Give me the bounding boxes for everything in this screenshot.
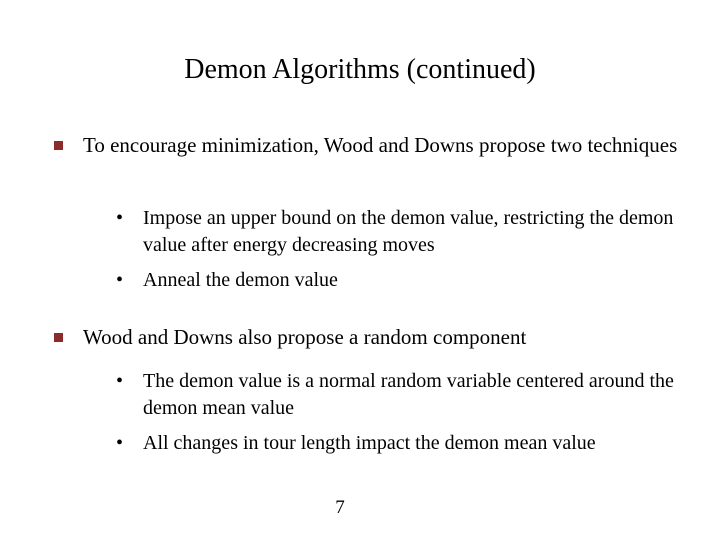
sub-bullet-item bbox=[116, 368, 696, 422]
sub-bullet-item bbox=[116, 205, 696, 259]
round-bullet-icon: • bbox=[116, 432, 124, 454]
sub-bullet-text: All changes in tour length impact the demon mean value bbox=[143, 432, 596, 454]
bullet-item bbox=[52, 132, 692, 186]
slide-title: Demon Algorithms (continued) bbox=[184, 54, 536, 85]
square-bullet-icon bbox=[54, 141, 63, 150]
round-bullet-icon: • bbox=[116, 269, 124, 291]
sub-bullet-item bbox=[116, 267, 696, 294]
sub-bullet-text: Anneal the demon value bbox=[143, 269, 338, 291]
sub-bullet-item bbox=[116, 430, 696, 457]
sub-bullet-text: The demon value is a normal random variable centered around the demon mean value bbox=[143, 370, 674, 419]
bullet-item bbox=[52, 324, 692, 351]
round-bullet-icon: • bbox=[116, 370, 124, 392]
bullet-text: Wood and Downs also propose a random component bbox=[83, 325, 527, 349]
page-number: 7 bbox=[335, 497, 345, 518]
bullet-text: To encourage minimization, Wood and Downs propose two techniques bbox=[83, 133, 678, 157]
sub-bullet-text: Impose an upper bound on the demon value, restricting the demon value after energy decreasing moves bbox=[143, 207, 674, 256]
square-bullet-icon bbox=[54, 333, 63, 342]
round-bullet-icon: • bbox=[116, 207, 124, 229]
